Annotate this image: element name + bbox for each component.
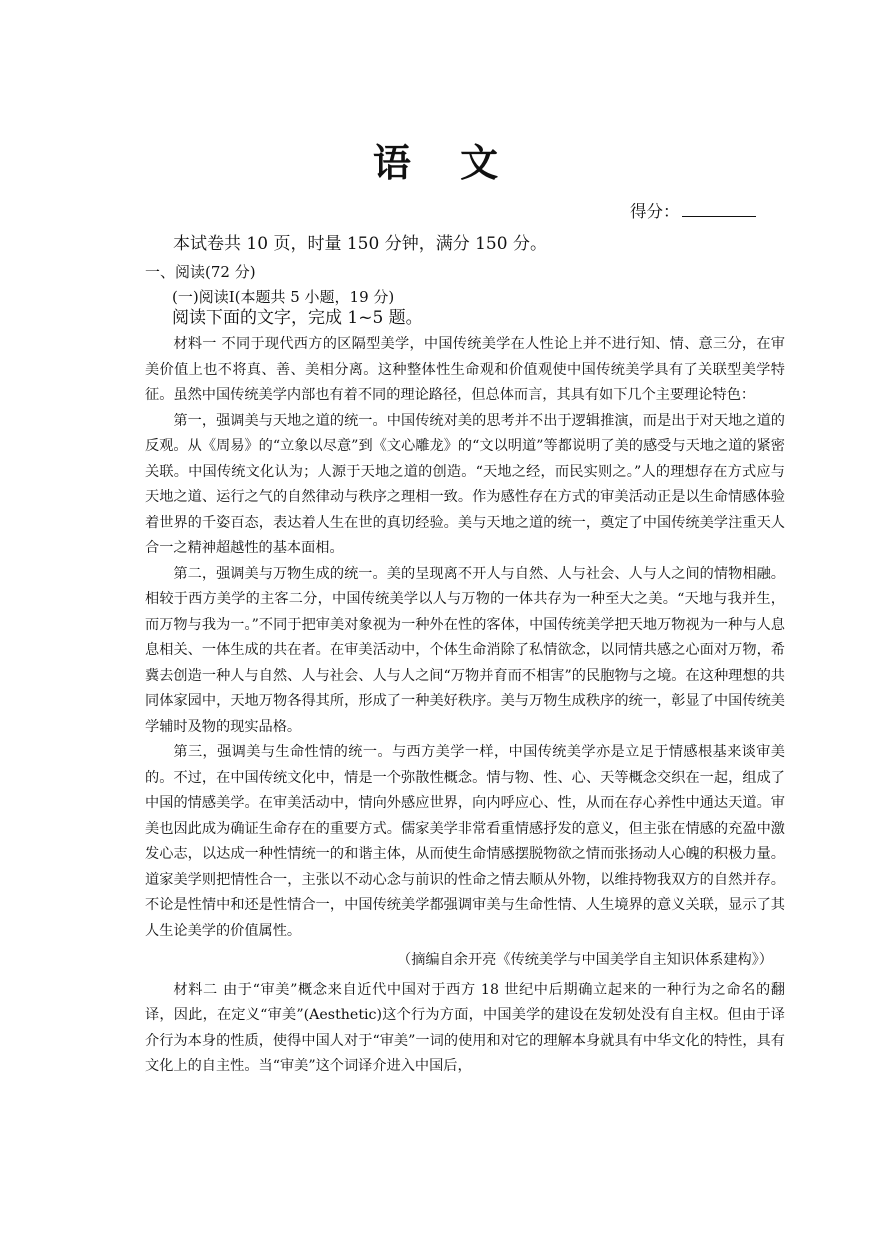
section-heading: 一、阅读(72 分) — [145, 263, 256, 281]
reading-passage — [145, 332, 785, 1080]
material-two-paragraph: 材料二 由于“审美”概念来自近代中国对于西方 18 世纪中后期确立起来的一种行为之命名的翻译，因此，在定义“审美”(Aesthetic)这个行为方面，中国美学的建设在发轫处没有自主权。但由于译介行为本身的性质，使得中国人对于“审美”一词的使用和对它的理解本身就具有中华文化的特性，具有文化上的自主性。当“审美”这个词译介进入中国后， — [145, 981, 785, 1074]
paragraph-point-two: 第二，强调美与万物生成的统一。美的呈现离不开人与自然、人与社会、人与人之间的情物相融。相较于西方美学的主客二分，中国传统美学以人与万物的一体共存为一种至大之美。“天地与我并生，而万物与我为一。”不同于把审美对象视为一种外在性的客体，中国传统美学把天地万物视为一种与人息息相关、一体生成的共在者。在审美活动中，个体生命消除了私情欲念，以同情共感之心面对万物，希冀去创造一种人与自然、人与社会、人与人之间“万物并育而不相害”的民胞物与之境。在这种理想的共同体家园中，天地万物各得其所，形成了一种美好秩序。美与万物生成秩序的统一，彰显了中国传统美学辅时及物的现实品格。 — [145, 565, 785, 735]
subsection-heading: (一)阅读Ⅰ(本题共 5 小题，19 分) — [172, 288, 395, 306]
score-blank-line — [682, 200, 756, 217]
source-citation: （摘编自余开亮《传统美学与中国美学自主知识体系建构》） — [397, 952, 773, 968]
material-one-paragraph: 材料一 不同于现代西方的区隔型美学，中国传统美学在人性论上并不进行知、情、意三分，在审美价值上也不将真、善、美相分离。这种整体性生命观和价值观使中国传统美学具有了关联型美学特征。虽然中国传统美学内部也有着不同的理论路径，但总体而言，其具有如下几个主要理论特色： — [145, 336, 785, 403]
reading-instruction: 阅读下面的文字，完成 1~5 题。 — [172, 308, 423, 328]
paragraph-point-three: 第三，强调美与生命性情的统一。与西方美学一样，中国传统美学亦是立足于情感根基来谈审美的。不过，在中国传统文化中，情是一个弥散性概念。情与物、性、心、天等概念交织在一起，组成了中国的情感美学。在审美活动中，情向外感应世界，向内呼应心、性，从而在存心养性中通达天道。审美也因此成为确证生命存在的重要方式。儒家美学非常看重情感抒发的意义，但主张在情感的充盈中激发心志，以达成一种性情统一的和谐主体，从而使生命情感摆脱物欲之情而张扬动人心魄的积极力量。道家美学则把情性合一，主张以不动心念与前识的性命之情去顺从外物，以维持物我双方的自然并存。不论是性情中和还是性情合一，中国传统美学都强调审美与生命性情、人生境界的意义关联，显示了其人生论美学的价值属性。 — [145, 744, 785, 939]
score-label: 得分： — [630, 202, 680, 221]
score-field — [630, 200, 756, 223]
page-title: 语 文 — [372, 140, 517, 185]
paragraph-point-one: 第一，强调美与天地之道的统一。中国传统对美的思考并不出于逻辑推演，而是出于对天地之道的反观。从《周易》的“立象以尽意”到《文心雕龙》的“文以明道”等都说明了美的感受与天地之道的紧密关联。中国传统文化认为；人源于天地之道的创造。“天地之经，而民实则之。”人的理想存在方式应与天地之道、运行之气的自然律动与秩序之理相一致。作为感性存在方式的审美活动正是以生命情感体验着世界的千姿百态，表达着人生在世的真切经验。美与天地之道的统一，奠定了中国传统美学注重天人合一之精神超越性的基本面相。 — [145, 412, 785, 556]
exam-intro: 本试卷共 10 页，时量 150 分钟，满分 150 分。 — [173, 234, 547, 254]
